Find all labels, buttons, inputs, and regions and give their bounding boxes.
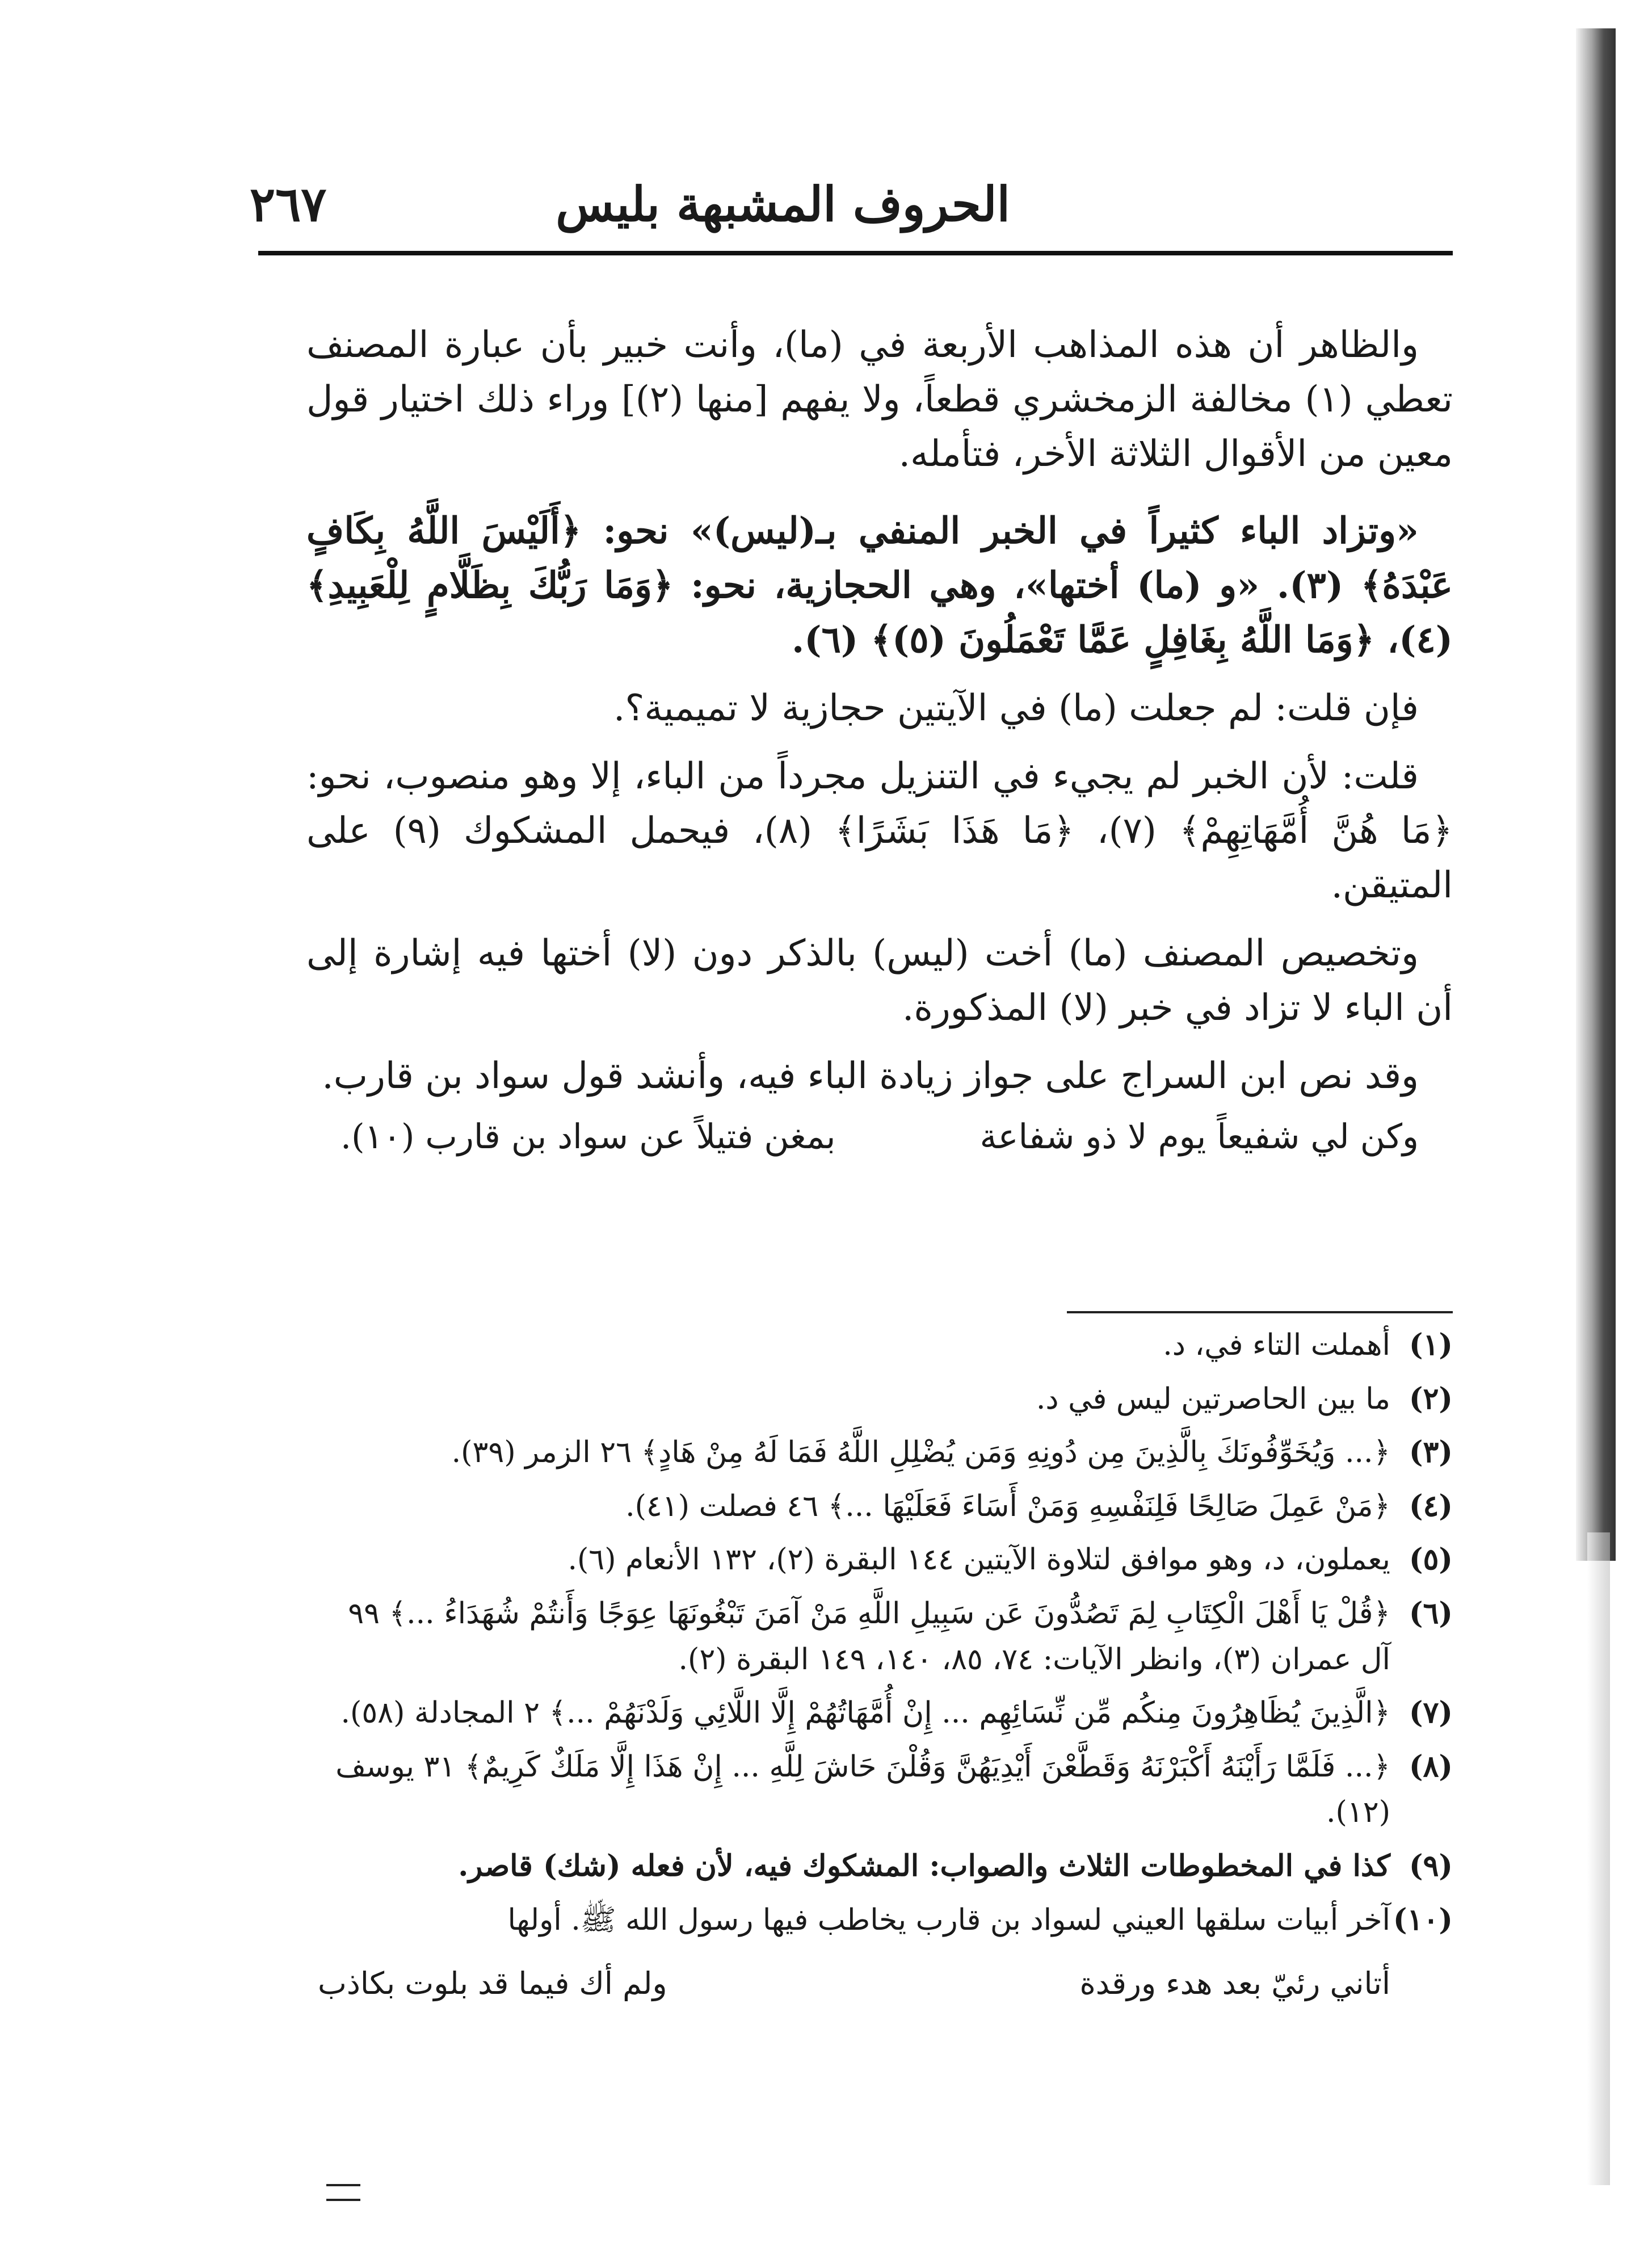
- footnote-item: [318, 1537, 1453, 1583]
- footnote-number: (٥): [1409, 1542, 1453, 1577]
- footnote-text: ﴿... فَلَمَّا رَأَيْنَهُ أَكْبَرْنَهُ وَقَطَّعْنَ أَيْدِيَهُنَّ وَقُلْنَ حَاشَ لِلَّهِ ... إِنْ هَذَا إِلَّا مَلَكٌ كَرِيمٌ﴾ ٣١ يوسف (١٢).: [335, 1749, 1390, 1830]
- footnote-text: ﴿مَنْ عَمِلَ صَالِحًا فَلِنَفْسِهِ وَمَنْ أَسَاءَ فَعَلَيْهَا ...﴾ ٤٦ فصلت (٤١).: [625, 1489, 1390, 1523]
- footnote-number: (١): [1409, 1328, 1453, 1362]
- footnote-item: [318, 1322, 1453, 1368]
- footnote-number: (٨): [1409, 1749, 1453, 1784]
- main-text: [306, 318, 1453, 1157]
- verse-hemistich-1: وكن لي شفيعاً يوم لا ذو شفاعة: [979, 1117, 1419, 1157]
- footnote-item: [318, 1591, 1453, 1682]
- paragraph-4-answer: قلت: لأن الخبر لم يجيء في التنزيل مجرداً من الباء، إلا وهو منصوب، نحو: ﴿مَا هُنَّ أُمَّهَاتِهِمْ﴾ (٧)، ﴿مَا هَذَا بَشَرًا﴾ (٨)، فيحمل المشكوك (٩) على المتيقن.: [306, 755, 1453, 906]
- footnote-verse: [318, 1960, 1453, 2007]
- paragraph-2-matn: «وتزاد الباء كثيراً في الخبر المنفي بـ(ليس)» نحو: ﴿أَلَيْسَ اللَّهُ بِكَافٍ عَبْدَهُ﴾ (٣). «و (ما) أختها»، وهي الحجازية، نحو: ﴿وَمَا رَبُّكَ بِظَلَّامٍ لِلْعَبِيدِ﴾ (٤)، ﴿وَمَا اللَّهُ بِغَافِلٍ عَمَّا تَعْمَلُونَ (٥)﴾ (٦).: [306, 510, 1453, 661]
- header-rule: [258, 251, 1453, 255]
- footnotes: [318, 1322, 1453, 2007]
- footnote-item: [318, 1690, 1453, 1736]
- footnote-number: (٦): [1409, 1595, 1453, 1631]
- continuation-mark: [326, 2184, 360, 2201]
- paragraph-5: وتخصيص المصنف (ما) أخت (ليس) بالذكر دون (لا) أختها فيه إشارة إلى أن الباء لا تزاد في خبر (لا) المذكورة.: [306, 933, 1453, 1029]
- footnote-item: [318, 1897, 1453, 1943]
- footnote-number: (٩): [1409, 1848, 1453, 1883]
- footnote-verse-hemistich-2: ولم أك فيما قد بلوت بكاذب: [318, 1965, 667, 2002]
- footnote-number: (٤): [1409, 1488, 1453, 1523]
- paragraph-1: والظاهر أن هذه المذاهب الأربعة في (ما)، وأنت خبير بأن عبارة المصنف تعطي (١) مخالفة الزمخشري قطعاً، ولا يفهم [منها (٢)] وراء ذلك اختيار قول معين من الأقوال الثلاثة الأخر، فتأمله.: [306, 324, 1453, 475]
- footnote-verse-hemistich-1: أتاني رئيّ بعد هدء ورقدة: [1079, 1965, 1390, 2002]
- footnote-text: آخر أبيات سلقها العيني لسواد بن قارب يخاطب فيها رسول الله ﷺ. أولها: [507, 1902, 1390, 1937]
- page-header: [250, 176, 1453, 244]
- footnote-item: [318, 1430, 1453, 1476]
- poetry-verse: [306, 1117, 1453, 1157]
- footnote-text: ﴿قُلْ يَا أَهْلَ الْكِتَابِ لِمَ تَصُدُّونَ عَن سَبِيلِ اللَّهِ مَنْ آمَنَ تَبْغُونَهَا عِوَجًا وَأَنتُمْ شُهَدَاءُ ...﴾ ٩٩ آل عمران (٣)، وانظر الآيات: ٧٤، ٨٥، ١٤٠، ١٤٩ البقرة (٢).: [348, 1596, 1390, 1677]
- paragraph-6: وقد نص ابن السراج على جواز زيادة الباء فيه، وأنشد قول سواد بن قارب.: [322, 1055, 1419, 1097]
- footnote-text: ما بين الحاصرتين ليس في د.: [1036, 1381, 1390, 1416]
- running-title: الحروف المشبهة بليس: [556, 176, 1010, 232]
- page-number: ٢٦٧: [250, 176, 327, 232]
- footnote-text: ﴿الَّذِينَ يُظَاهِرُونَ مِنكُم مِّن نِّسَائِهِم ... إِنْ أُمَّهَاتُهُمْ إِلَّا اللَّائِي وَلَدْنَهُمْ ...﴾ ٢ المجادلة (٥٨).: [340, 1696, 1390, 1731]
- footnote-number: (١٠): [1393, 1902, 1453, 1937]
- scan-edge-shadow-lower: [1587, 1532, 1610, 2185]
- footnote-separator: [1067, 1311, 1453, 1313]
- footnote-text: يعملون، د، وهو موافق لتلاوة الآيتين ١٤٤ البقرة (٢)، ١٣٢ الأنعام (٦).: [567, 1543, 1390, 1577]
- verse-hemistich-2: بمغن فتيلاً عن سواد بن قارب (١٠).: [340, 1117, 836, 1157]
- footnote-item: [318, 1843, 1453, 1889]
- footnote-item: [318, 1376, 1453, 1422]
- paragraph-3-question: فإن قلت: لم جعلت (ما) في الآيتين حجازية لا تميمية؟.: [613, 687, 1419, 729]
- footnote-text: كذا في المخطوطات الثلاث والصواب: المشكوك فيه، لأن فعله (شك) قاصر.: [458, 1848, 1390, 1883]
- footnote-number: (٧): [1409, 1695, 1453, 1731]
- footnote-item: [318, 1744, 1453, 1836]
- footnote-number: (٣): [1409, 1435, 1453, 1470]
- scan-edge-shadow: [1576, 28, 1616, 1561]
- footnote-text: أهملت التاء في، د.: [1163, 1328, 1390, 1362]
- footnote-number: (٢): [1409, 1381, 1453, 1416]
- footnote-item: [318, 1484, 1453, 1530]
- footnote-text: ﴿... وَيُخَوِّفُونَكَ بِالَّذِينَ مِن دُونِهِ وَمَن يُضْلِلِ اللَّهُ فَمَا لَهُ مِنْ هَادٍ﴾ ٢٦ الزمر (٣٩).: [451, 1435, 1390, 1470]
